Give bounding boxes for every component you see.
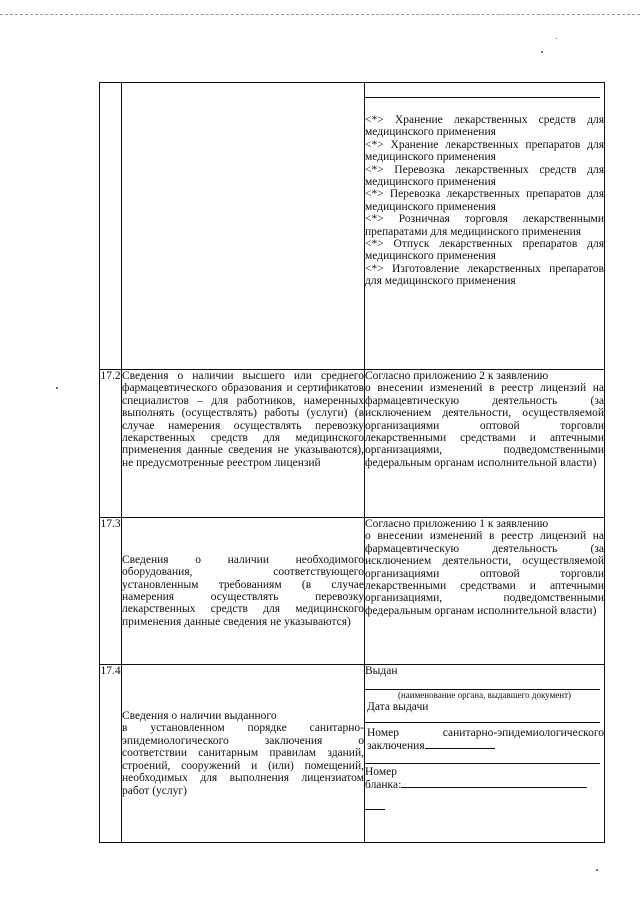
form-label-text: бланка: [365,779,402,792]
activity-list-cell [365,83,605,370]
activity-item: <*> Перевозка лекарственных средств для медицинского применения [365,163,604,189]
issuer-line [365,677,600,690]
conclusion-number-text: Номер санитарно-эпидемиологического заключения [367,726,604,753]
conclusion-number-line [425,739,495,749]
form-number-row [365,778,604,791]
row-number: 17.3 [100,518,122,665]
activity-item: <*> Розничная торговля лекарственными препаратами для медицинского применения [365,213,604,238]
appendix-description: о внесении изменений в реестр лицензий на фармацевтическую деятельность (за исключением деятельности, осуществляемой организациями оптовой торговли лекарственными средствами и аптечными организациями, подведомственными федеральным органам исполнительной власти) [365,382,604,469]
scan-speck [56,387,58,389]
appendix-reference: Согласно приложению 1 к заявлению [365,518,549,530]
activity-item: <*> Хранение лекарственных средств для медицинского применения [365,114,604,139]
form-table [99,82,605,843]
scan-speck [541,51,543,53]
table-row [100,665,605,843]
appendix-description: о внесении изменений в реестр лицензий на фармацевтическую деятельность (за исключением деятельности, осуществляемой организациями оптовой торговли лекарственными средствами и аптечными организациями, подведомственными федеральным органам исполнительной власти) [365,530,604,617]
row-description: Сведения о наличии высшего или среднего фармацевтического образования и сертификатов специалистов – для работников, намеренных выполнять (осуществлять) работы (услуги) (в случае намерения осуществлять перевозку лекарственных средств для медицинского применения данные сведения не указываются), не предусмотренные реестром лицензий [122,370,365,518]
row-number: 17.2 [100,370,122,518]
activity-item: <*> Хранение лекарственных препаратов для медицинского применения [365,138,604,164]
certificate-details [365,665,605,843]
row-description-cell [122,83,365,370]
row-number: 17.4 [100,665,122,843]
issue-date-label: Дата выдачи [367,701,429,714]
description-lead: Сведения о наличии выданного [122,710,277,723]
activity-item: <*> Изготовление лекарственных препаратов для медицинского применения [365,262,604,288]
row-description: Сведения о наличии необходимого оборудования, соответствующего установленным требованиям (в случае намерения осуществлять перевозку лекарственных средств для медицинского применения данные сведения не указываются) [122,518,365,665]
conclusion-extra-line [365,753,600,764]
table-row [100,370,605,518]
scan-border-line [0,14,640,15]
conclusion-number-label [365,727,604,753]
issue-date-line [365,714,600,723]
activity-item: <*> Отпуск лекарственных препаратов для медицинского применения [365,238,604,263]
issued-label: Выдан [365,665,398,677]
row-description [122,665,365,843]
form-number-line [401,778,587,788]
form-number-label: Номер [365,765,397,778]
row-reference [365,518,605,665]
activity-item: <*> Перевозка лекарственных препаратов для медицинского применения [365,188,604,213]
scan-speck [556,38,557,39]
row-reference [365,370,605,518]
form-number-continuation [365,801,385,810]
blank-line [365,87,600,98]
appendix-reference: Согласно приложению 2 к заявлению [365,370,549,382]
scan-speck [596,869,598,871]
table-row [100,83,605,370]
row-number-cell [100,83,122,370]
table-row [100,518,605,665]
description-body: в установленном порядке санитарно-эпидемиологического заключения о соответствии санитарным правилам зданий, строений, сооружений и (или) помещений, необходимых для выполнения лицензиатом работ (услуг) [122,722,364,797]
issuer-caption: (наименование органа, выдавшего документ) [397,690,572,701]
